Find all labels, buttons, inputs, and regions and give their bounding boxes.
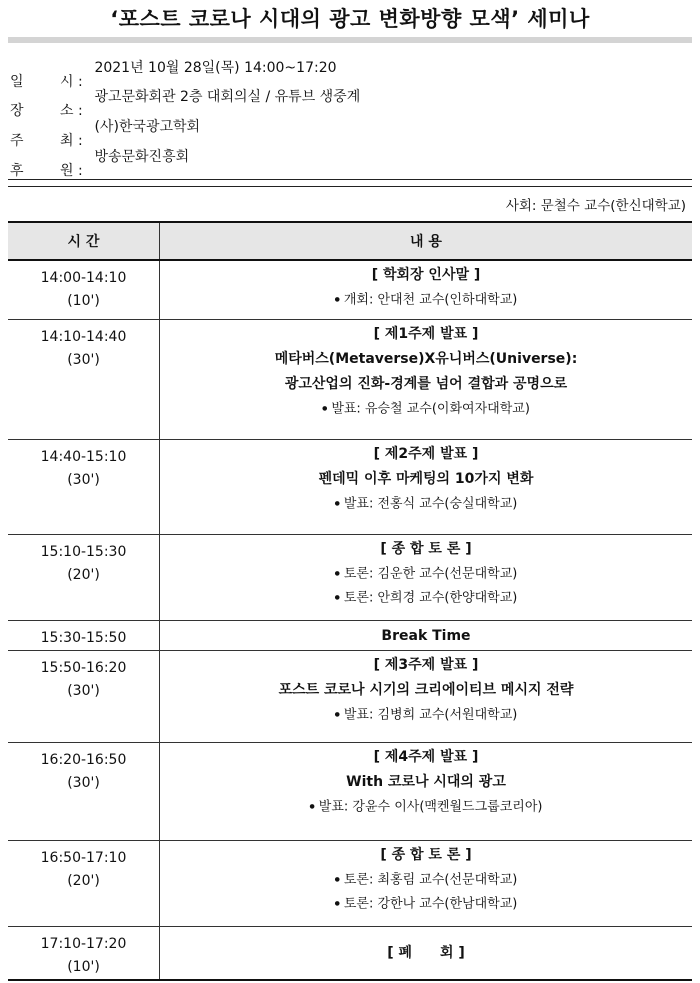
table-row [8, 534, 692, 620]
table-row [8, 840, 692, 926]
info-colon: : [78, 163, 83, 179]
time-range: 16:50-17:10 [40, 849, 127, 866]
speaker-line: ● 토론: 강한나 교수(한남대학교) [160, 892, 692, 917]
title-divider [8, 37, 692, 43]
session-heading: [ 제2주제 발표 ] [373, 445, 479, 462]
session-content [160, 926, 693, 980]
session-time [8, 742, 160, 840]
moderator-note: 사회: 문철수 교수(한신대학교) [505, 198, 686, 214]
program-table [8, 221, 692, 981]
duration: (30') [67, 774, 100, 791]
info-colon: : [78, 74, 83, 90]
table-row [8, 926, 692, 980]
time-range: 15:30-15:50 [40, 629, 127, 646]
session-topic: 메타버스(Metaverse)X유니버스(Universe): [274, 350, 578, 367]
time-range: 16:20-16:50 [40, 751, 127, 768]
session-content [160, 840, 693, 926]
table-row [8, 620, 692, 650]
header-time: 시 간 [8, 222, 160, 260]
header-content: 내 용 [160, 222, 693, 260]
info-row-sponsor [10, 147, 190, 179]
session-heading: [ 제1주제 발표 ] [373, 325, 479, 342]
duration: (10') [67, 293, 100, 309]
info-label-char: 일 [10, 74, 24, 90]
session-time [8, 926, 160, 980]
speaker-line: ● 발표: 유승철 교수(이화여자대학교) [160, 397, 692, 422]
info-value: (사)한국광고학회 [94, 119, 201, 135]
duration: (10') [67, 958, 100, 975]
time-range: 15:50-16:20 [40, 659, 127, 676]
speaker-line: ● 개회: 안대천 교수(인하대학교) [160, 288, 692, 313]
session-content [160, 260, 693, 319]
table-row [8, 439, 692, 534]
session-topic: With 코로나 시대의 광고 [346, 773, 506, 790]
table-row [8, 650, 692, 742]
time-range: 15:10-15:30 [40, 543, 127, 560]
session-time [8, 439, 160, 534]
speaker-line: ● 발표: 전홍식 교수(숭실대학교) [160, 492, 692, 517]
info-label-char: 주 [10, 133, 24, 149]
section-divider [8, 186, 692, 187]
page-title: ‘포스트 코로나 시대의 광고 변화방향 모색’ 세미나 [110, 7, 590, 31]
info-row-host [10, 117, 201, 149]
session-heading: [ 종 합 토 론 ] [380, 846, 472, 863]
info-label-char: 장 [10, 103, 24, 119]
session-topic: 포스트 코로나 시기의 크리에이티브 메시지 전략 [278, 681, 574, 698]
info-row-venue [10, 87, 361, 119]
session-heading: [ 종 합 토 론 ] [380, 540, 472, 557]
session-heading: Break Time [381, 627, 471, 644]
info-label-char: 최 [60, 133, 74, 149]
section-divider [8, 179, 692, 180]
session-time [8, 620, 160, 650]
info-row-date [10, 58, 337, 90]
speaker-line: ● 토론: 최홍림 교수(선문대학교) [160, 868, 692, 893]
table-row [8, 319, 692, 439]
duration: (20') [67, 566, 100, 583]
speaker-line: ● 토론: 안희경 교수(한양대학교) [160, 586, 692, 611]
info-colon: : [78, 133, 83, 149]
info-value: 방송문화진흥회 [94, 149, 190, 165]
session-content [160, 650, 693, 742]
time-range: 14:10-14:40 [40, 328, 127, 345]
info-colon: : [78, 103, 83, 119]
info-value: 2021년 10월 28일(목) 14:00~17:20 [94, 60, 337, 76]
session-heading: [ 폐 회 ] [387, 945, 465, 961]
time-range: 17:10-17:20 [40, 935, 127, 952]
duration: (20') [67, 872, 100, 889]
session-content [160, 319, 693, 439]
duration: (30') [67, 682, 100, 699]
info-label-char: 시 [60, 74, 74, 90]
info-label-char: 원 [60, 163, 74, 179]
duration: (30') [67, 351, 100, 368]
info-value: 광고문화회관 2층 대회의실 / 유튜브 생중계 [94, 89, 361, 105]
session-heading: [ 제3주제 발표 ] [373, 656, 479, 673]
info-label-char: 소 [60, 103, 74, 119]
session-topic: 펜데믹 이후 마케팅의 10가지 변화 [318, 470, 534, 487]
session-time [8, 319, 160, 439]
session-time [8, 260, 160, 319]
session-time [8, 534, 160, 620]
session-content [160, 742, 693, 840]
session-content [160, 620, 693, 650]
table-row [8, 742, 692, 840]
session-content [160, 534, 693, 620]
time-range: 14:00-14:10 [40, 270, 127, 286]
info-label-char: 후 [10, 163, 24, 179]
session-content [160, 439, 693, 534]
session-heading: [ 학회장 인사말 ] [371, 267, 481, 283]
session-topic: 광고산업의 진화-경계를 넘어 결합과 공명으로 [284, 375, 568, 392]
speaker-line: ● 발표: 강윤수 이사(맥켄월드그룹코리아) [160, 795, 692, 820]
session-heading: [ 제4주제 발표 ] [373, 748, 479, 765]
speaker-line: ● 토론: 김운한 교수(선문대학교) [160, 562, 692, 587]
speaker-line: ● 발표: 김병희 교수(서원대학교) [160, 703, 692, 728]
session-time [8, 840, 160, 926]
duration: (30') [67, 471, 100, 488]
session-time [8, 650, 160, 742]
time-range: 14:40-15:10 [40, 448, 127, 465]
table-header-row [8, 222, 692, 260]
table-row [8, 260, 692, 319]
